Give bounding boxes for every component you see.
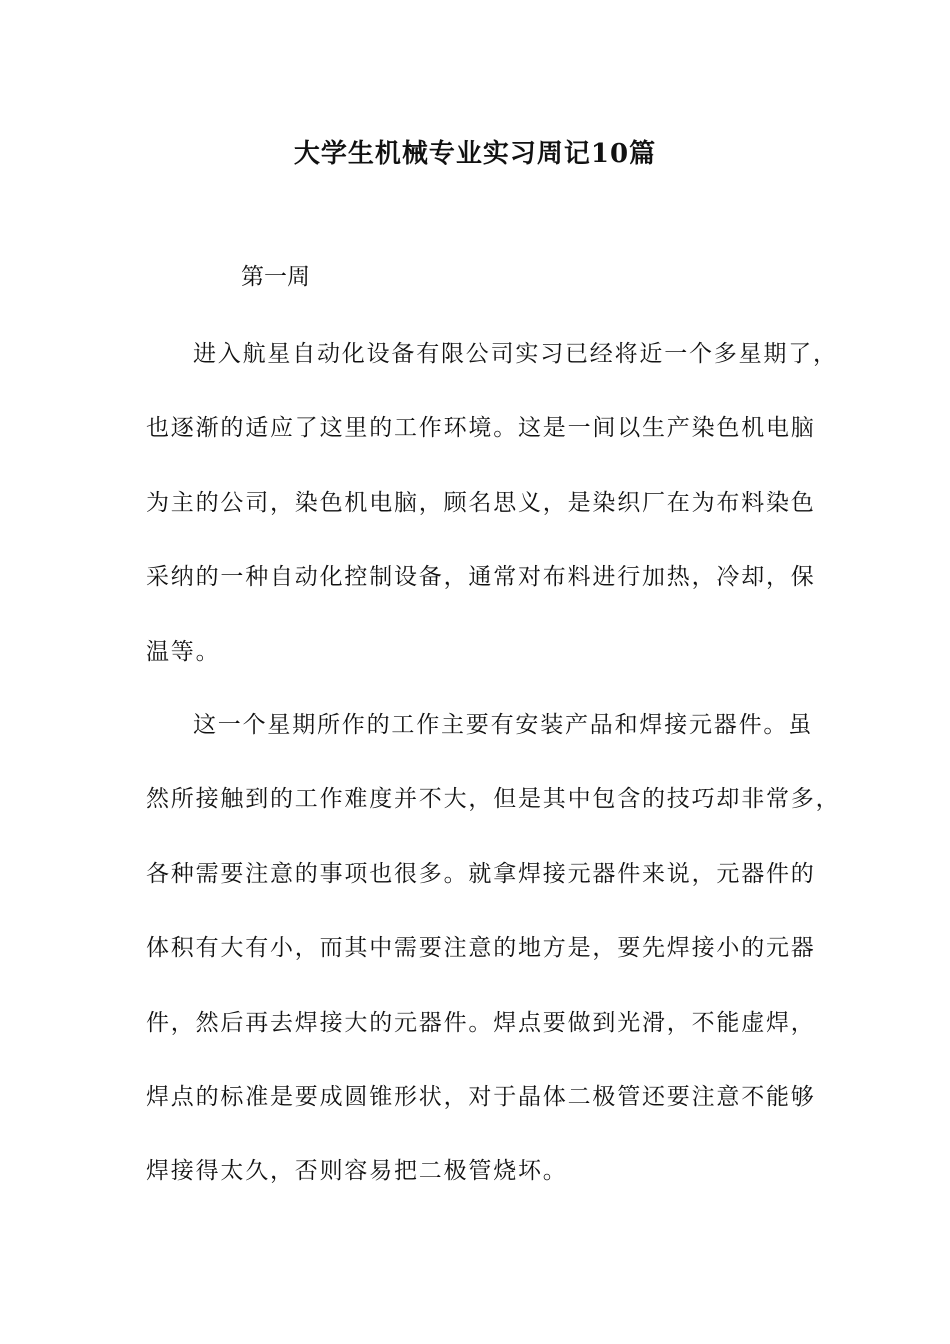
paragraph-line: 温等。 — [146, 638, 221, 665]
paragraph-line: 件，然后再去焊接大的元器件。焊点要做到光滑，不能虚焊， — [146, 1009, 816, 1036]
section-heading: 第一周 — [241, 264, 310, 290]
paragraph-1 — [146, 317, 838, 689]
paragraph-line: 进入航星自动化设备有限公司实习已经将近一个多星期了， — [193, 341, 838, 367]
paragraph-line: 这一个星期所作的工作主要有安装产品和焊接元器件。虽 — [193, 712, 813, 738]
paragraph-line: 也逐渐的适应了这里的工作环境。这是一间以生产染色机电脑 — [146, 415, 816, 442]
paragraph-line: 采纳的一种自动化控制设备，通常对布料进行加热，冷却，保 — [146, 564, 816, 591]
paragraph-line: 为主的公司，染色机电脑，顾名思义，是染织厂在为布料染色 — [146, 489, 816, 516]
paragraph-line: 焊点的标准是要成圆锥形状，对于晶体二极管还要注意不能够 — [146, 1083, 816, 1110]
paragraph-line: 焊接得太久，否则容易把二极管烧坏。 — [146, 1158, 568, 1185]
paragraph-2 — [146, 688, 841, 1209]
document-title: 大学生机械专业实习周记10篇 — [293, 139, 657, 169]
paragraph-line: 体积有大有小，而其中需要注意的地方是，要先焊接小的元器 — [146, 935, 816, 962]
paragraph-line: 各种需要注意的事项也很多。就拿焊接元器件来说，元器件的 — [146, 860, 816, 887]
paragraph-line: 然所接触到的工作难度并不大，但是其中包含的技巧却非常多， — [146, 786, 841, 813]
